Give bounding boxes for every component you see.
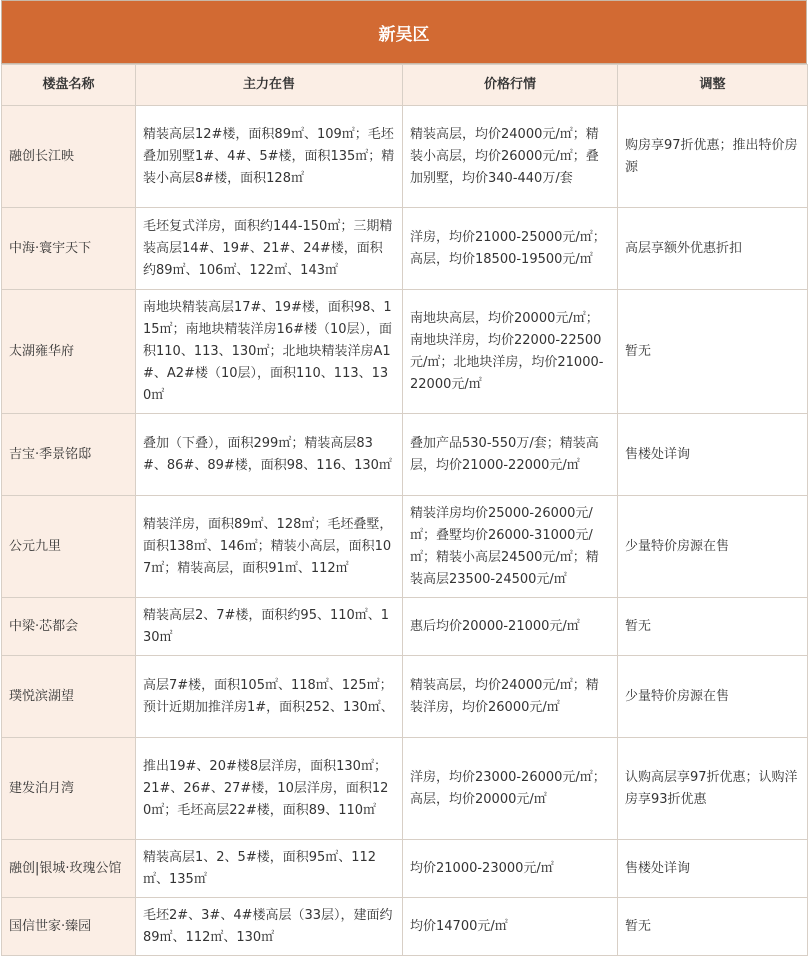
project-name: 融创|银城·玫瑰公馆 <box>2 840 136 898</box>
main-supply: 高层7#楼，面积105㎡、118㎡、125㎡；预计近期加推洋房1#，面积252、130㎡、 <box>136 656 403 738</box>
table-row <box>2 898 808 956</box>
price-info: 洋房，均价23000-26000元/㎡；高层，均价20000元/㎡ <box>403 738 618 840</box>
price-info: 惠后均价20000-21000元/㎡ <box>403 598 618 656</box>
project-name: 吉宝·季景铭邸 <box>2 414 136 496</box>
price-info: 均价14700元/㎡ <box>403 898 618 956</box>
project-name: 国信世家·臻园 <box>2 898 136 956</box>
adjustment: 售楼处详询 <box>618 414 808 496</box>
price-info: 均价21000-23000元/㎡ <box>403 840 618 898</box>
main-supply: 推出19#、20#楼8层洋房，面积130㎡；21#、26#、27#楼，10层洋房，面积120㎡；毛坯高层22#楼，面积89、110㎡ <box>136 738 403 840</box>
project-name: 璞悦滨湖望 <box>2 656 136 738</box>
header-price: 价格行情 <box>403 65 618 106</box>
main-supply: 叠加（下叠），面积299㎡；精装高层83#、86#、89#楼，面积98、116、130㎡ <box>136 414 403 496</box>
price-table-container <box>1 0 807 956</box>
table-row <box>2 840 808 898</box>
project-name: 中梁·芯都会 <box>2 598 136 656</box>
main-supply: 精装高层2、7#楼，面积约95、110㎡、130㎡ <box>136 598 403 656</box>
adjustment: 暂无 <box>618 598 808 656</box>
adjustment: 认购高层享97折优惠；认购洋房享93折优惠 <box>618 738 808 840</box>
adjustment: 少量特价房源在售 <box>618 656 808 738</box>
table-row <box>2 738 808 840</box>
region-title: 新吴区 <box>1 0 807 64</box>
table-header-row <box>2 65 808 106</box>
project-name: 太湖雍华府 <box>2 290 136 414</box>
adjustment: 暂无 <box>618 898 808 956</box>
price-info: 南地块高层，均价20000元/㎡；南地块洋房，均价22000-22500元/㎡；北地块洋房，均价21000-22000元/㎡ <box>403 290 618 414</box>
table-row <box>2 106 808 208</box>
table-row <box>2 290 808 414</box>
table-row <box>2 414 808 496</box>
main-supply: 精装高层1、2、5#楼，面积95㎡、112㎡、135㎡ <box>136 840 403 898</box>
main-supply: 精装高层12#楼，面积89㎡、109㎡；毛坯叠加别墅1#、4#、5#楼，面积135㎡；精装小高层8#楼，面积128㎡ <box>136 106 403 208</box>
project-name: 公元九里 <box>2 496 136 598</box>
table-row <box>2 496 808 598</box>
price-info: 叠加产品530-550万/套；精装高层，均价21000-22000元/㎡ <box>403 414 618 496</box>
table-row <box>2 598 808 656</box>
adjustment: 购房享97折优惠；推出特价房源 <box>618 106 808 208</box>
main-supply: 毛坯复式洋房，面积约144-150㎡；三期精装高层14#、19#、21#、24#楼，面积约89㎡、106㎡、122㎡、143㎡ <box>136 208 403 290</box>
adjustment: 少量特价房源在售 <box>618 496 808 598</box>
main-supply: 毛坯2#、3#、4#楼高层（33层），建面约89㎡、112㎡、130㎡ <box>136 898 403 956</box>
header-project-name: 楼盘名称 <box>2 65 136 106</box>
project-name: 融创长江映 <box>2 106 136 208</box>
price-info: 精装高层，均价24000元/㎡；精装洋房，均价26000元/㎡ <box>403 656 618 738</box>
adjustment: 高层享额外优惠折扣 <box>618 208 808 290</box>
project-name: 中海·寰宇天下 <box>2 208 136 290</box>
table-row <box>2 656 808 738</box>
price-info: 精装洋房均价25000-26000元/㎡；叠墅均价26000-31000元/㎡；精装小高层24500元/㎡；精装高层23500-24500元/㎡ <box>403 496 618 598</box>
adjustment: 售楼处详询 <box>618 840 808 898</box>
table-row <box>2 208 808 290</box>
header-main-supply: 主力在售 <box>136 65 403 106</box>
housing-price-table <box>1 64 808 956</box>
adjustment: 暂无 <box>618 290 808 414</box>
header-adjustment: 调整 <box>618 65 808 106</box>
main-supply: 南地块精装高层17#、19#楼，面积98、115㎡；南地块精装洋房16#楼（10层），面积110、113、130㎡；北地块精装洋房A1#、A2#楼（10层），面积110、113、130㎡ <box>136 290 403 414</box>
price-info: 洋房，均价21000-25000元/㎡；高层，均价18500-19500元/㎡ <box>403 208 618 290</box>
project-name: 建发泊月湾 <box>2 738 136 840</box>
main-supply: 精装洋房，面积89㎡、128㎡；毛坯叠墅，面积138㎡、146㎡；精装小高层，面积107㎡；精装高层，面积91㎡、112㎡ <box>136 496 403 598</box>
price-info: 精装高层，均价24000元/㎡；精装小高层，均价26000元/㎡；叠加别墅，均价340-440万/套 <box>403 106 618 208</box>
